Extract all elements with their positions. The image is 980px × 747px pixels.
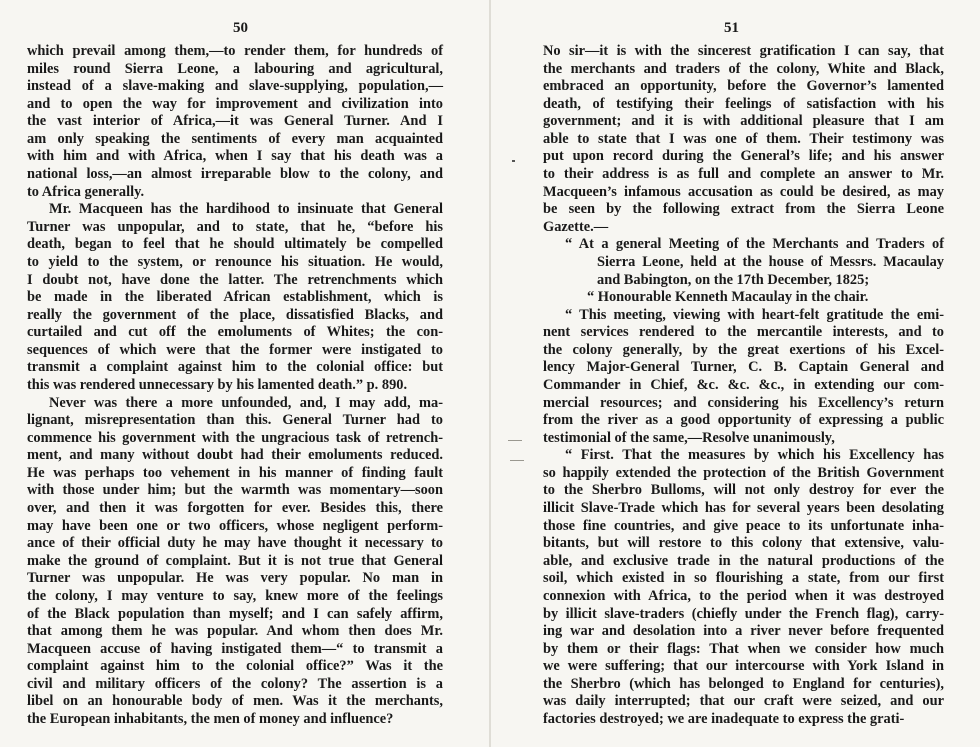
- text-line: civil and military officers of the colony? The assertion is a: [27, 675, 443, 692]
- text-line: may have been one or two officers, whose negligent perform-: [27, 517, 443, 534]
- text-line: this was rendered unnecessary by his lamented death.” p. 890.: [27, 376, 408, 393]
- left-page: [0, 0, 489, 747]
- text-line: of the Black population than myself; and I can safely affirm,: [27, 605, 443, 622]
- text-line: complaint against him to the colonial office?” Was it the: [27, 658, 443, 675]
- text-line: nent services rendered to the mercantile interests, and to: [543, 324, 944, 341]
- text-line: to yield to the system, or renounce his situation. He would,: [27, 253, 443, 270]
- text-line: He was perhaps too vehement in his manner of finding fault: [27, 464, 443, 481]
- margin-rule: [508, 440, 522, 441]
- text-line: embraced an opportunity, before the Governor’s lamented: [543, 78, 944, 95]
- text-line: able, and exclusive trade in the natural productions of the: [543, 552, 944, 569]
- text-line: death, began to feel that he should ultimately be compelled: [27, 236, 443, 253]
- text-line: the merchants and traders of the colony, White and Black,: [543, 60, 944, 77]
- text-line: that among them he was popular. And whom then does Mr.: [27, 623, 443, 640]
- text-line: Turner was unpopular. He was very popular. No man in: [27, 570, 443, 587]
- text-line: sequences of which were that the former were instigated to: [27, 341, 443, 358]
- text-line: ing war and desolation into a river never before frequented: [543, 623, 944, 640]
- text-line: “ At a general Meeting of the Merchants and Traders of: [565, 236, 944, 253]
- text-line: government; and it is with additional pleasure that I am: [543, 113, 944, 130]
- text-line: the colony, I may venture to say, knew more of the feelings: [27, 587, 443, 604]
- text-line: the Sherbro (which has belonged to England for centuries),: [543, 675, 944, 692]
- margin-rule: [510, 460, 524, 461]
- text-line: mercial resources; and considering his Excellency’s return: [543, 394, 944, 411]
- text-line: Sierra Leone, held at the house of Messrs. Macaulay: [597, 253, 944, 270]
- text-line: libel on an honourable body of men. Was it the merchants,: [27, 693, 443, 710]
- text-line: national loss,—an almost irreparable blow to the colony, and: [27, 166, 443, 183]
- text-line: those fine countries, and give peace to its unfortunate inha-: [543, 517, 944, 534]
- text-line: connexion with Africa, to the period when it was destroyed: [543, 587, 944, 604]
- text-line: to the Sherbro Bulloms, will not only destroy for ever the: [543, 482, 944, 499]
- text-line: lency Major-General Turner, C. B. Captain General and: [543, 359, 944, 376]
- text-line: was daily interrupted; that our craft were seized, and our: [543, 693, 944, 710]
- text-line: bitants, but will restore to this colony that extensive, valu-: [543, 535, 944, 552]
- text-line: Commander in Chief, &c. &c. &c., in extending our com-: [543, 376, 944, 393]
- text-line: Never was there a more unfounded, and, I may add, ma-: [49, 394, 443, 411]
- text-line: so happily extended the protection of the British Government: [543, 464, 944, 481]
- text-line: testimonial of the same,—Resolve unanimously,: [543, 429, 835, 446]
- text-line: the vast interior of Africa,—it was General Turner. And I: [27, 113, 443, 130]
- text-line: make the ground of complaint. But it is not true that General: [27, 552, 443, 569]
- text-line: factories destroyed; we are inadequate to express the grati-: [543, 710, 905, 727]
- text-line: and to open the way for improvement and civilization into: [27, 95, 443, 112]
- text-line: death, of testifying their feelings of satisfaction with his: [543, 95, 944, 112]
- text-line: I doubt not, have done the latter. The retrenchments which: [27, 271, 443, 288]
- text-line: be made in the liberated African establishment, which is: [27, 289, 443, 306]
- text-line: which prevail among them,—to render them, for hundreds of: [27, 43, 443, 59]
- right-page: [491, 0, 980, 747]
- text-line: No sir—it is with the sincerest gratification I can say, that: [543, 43, 944, 59]
- text-line: ment, and many without doubt had their emoluments reduced.: [27, 447, 443, 464]
- text-line: able to state that I was one of them. Their testimony was: [543, 130, 944, 147]
- text-line: “ Honourable Kenneth Macaulay in the chair.: [587, 289, 869, 306]
- text-line: the European inhabitants, the men of money and influence?: [27, 710, 394, 727]
- text-line: we were suffering; that our intercourse with York Island in: [543, 658, 944, 675]
- text-line: really the government of the place, dissatisfied Blacks, and: [27, 306, 443, 323]
- text-line: commence his government with the ungracious task of retrench-: [27, 429, 443, 446]
- text-line: by illicit slave-traders (chiefly under the French flag), carry-: [543, 605, 944, 622]
- left-page-text: [27, 43, 443, 729]
- text-line: to Africa generally.: [27, 183, 145, 200]
- margin-speck: [512, 160, 515, 162]
- text-line: over, and then it was forgotten for ever. Besides this, there: [27, 500, 443, 517]
- right-page-text: [543, 43, 944, 729]
- text-line: curtailed and cut off the emoluments of Whites; the con-: [27, 324, 443, 341]
- text-line: Macqueen’s infamous accusation as could be desired, as may: [543, 183, 944, 200]
- text-line: miles round Sierra Leone, a labouring and agricultural,: [27, 60, 443, 77]
- text-line: ance of their official duty he may have thought it necessary to: [27, 535, 443, 552]
- text-line: “ This meeting, viewing with heart-felt gratitude the emi-: [565, 306, 944, 323]
- text-line: instead of a slave-making and slave-supplying, population,—: [27, 78, 443, 95]
- text-line: with those under him; but the warmth was momentary—soon: [27, 482, 443, 499]
- text-line: transmit a complaint against him to the colonial office: but: [27, 359, 443, 376]
- text-line: illicit Slave-Trade which has for several years been desolating: [543, 500, 944, 517]
- page-number-left: 50: [233, 20, 248, 36]
- text-line: “ First. That the measures by which his Excellency has: [565, 447, 944, 464]
- text-line: from the river as a good opportunity of expressing a public: [543, 412, 944, 429]
- text-line: am only speaking the sentiments of every man acquainted: [27, 130, 443, 147]
- text-line: the colony generally, by the great exertions of his Excel-: [543, 341, 944, 358]
- text-line: be seen by the following extract from the Sierra Leone: [543, 201, 944, 218]
- text-line: put upon record during the General’s life; and his answer: [543, 148, 944, 165]
- text-line: Turner was unpopular, and to state, that he, “before his: [27, 218, 443, 235]
- text-line: to their address is as full and complete an answer to Mr.: [543, 166, 944, 183]
- text-line: Mr. Macqueen has the hardihood to insinuate that General: [49, 201, 443, 218]
- text-line: Macqueen accuse of having instigated them—“ to transmit a: [27, 640, 443, 657]
- text-line: lignant, misrepresentation than this. General Turner had to: [27, 412, 443, 429]
- text-line: with him and with Africa, when I say that his death was a: [27, 148, 443, 165]
- text-line: Gazette.—: [543, 218, 609, 235]
- text-line: by them or their flags: That when we consider how much: [543, 640, 944, 657]
- page-number-right: 51: [724, 20, 739, 36]
- text-line: and Babington, on the 17th December, 1825;: [597, 271, 870, 288]
- text-line: soil, which existed in so flourishing a state, from our first: [543, 570, 944, 587]
